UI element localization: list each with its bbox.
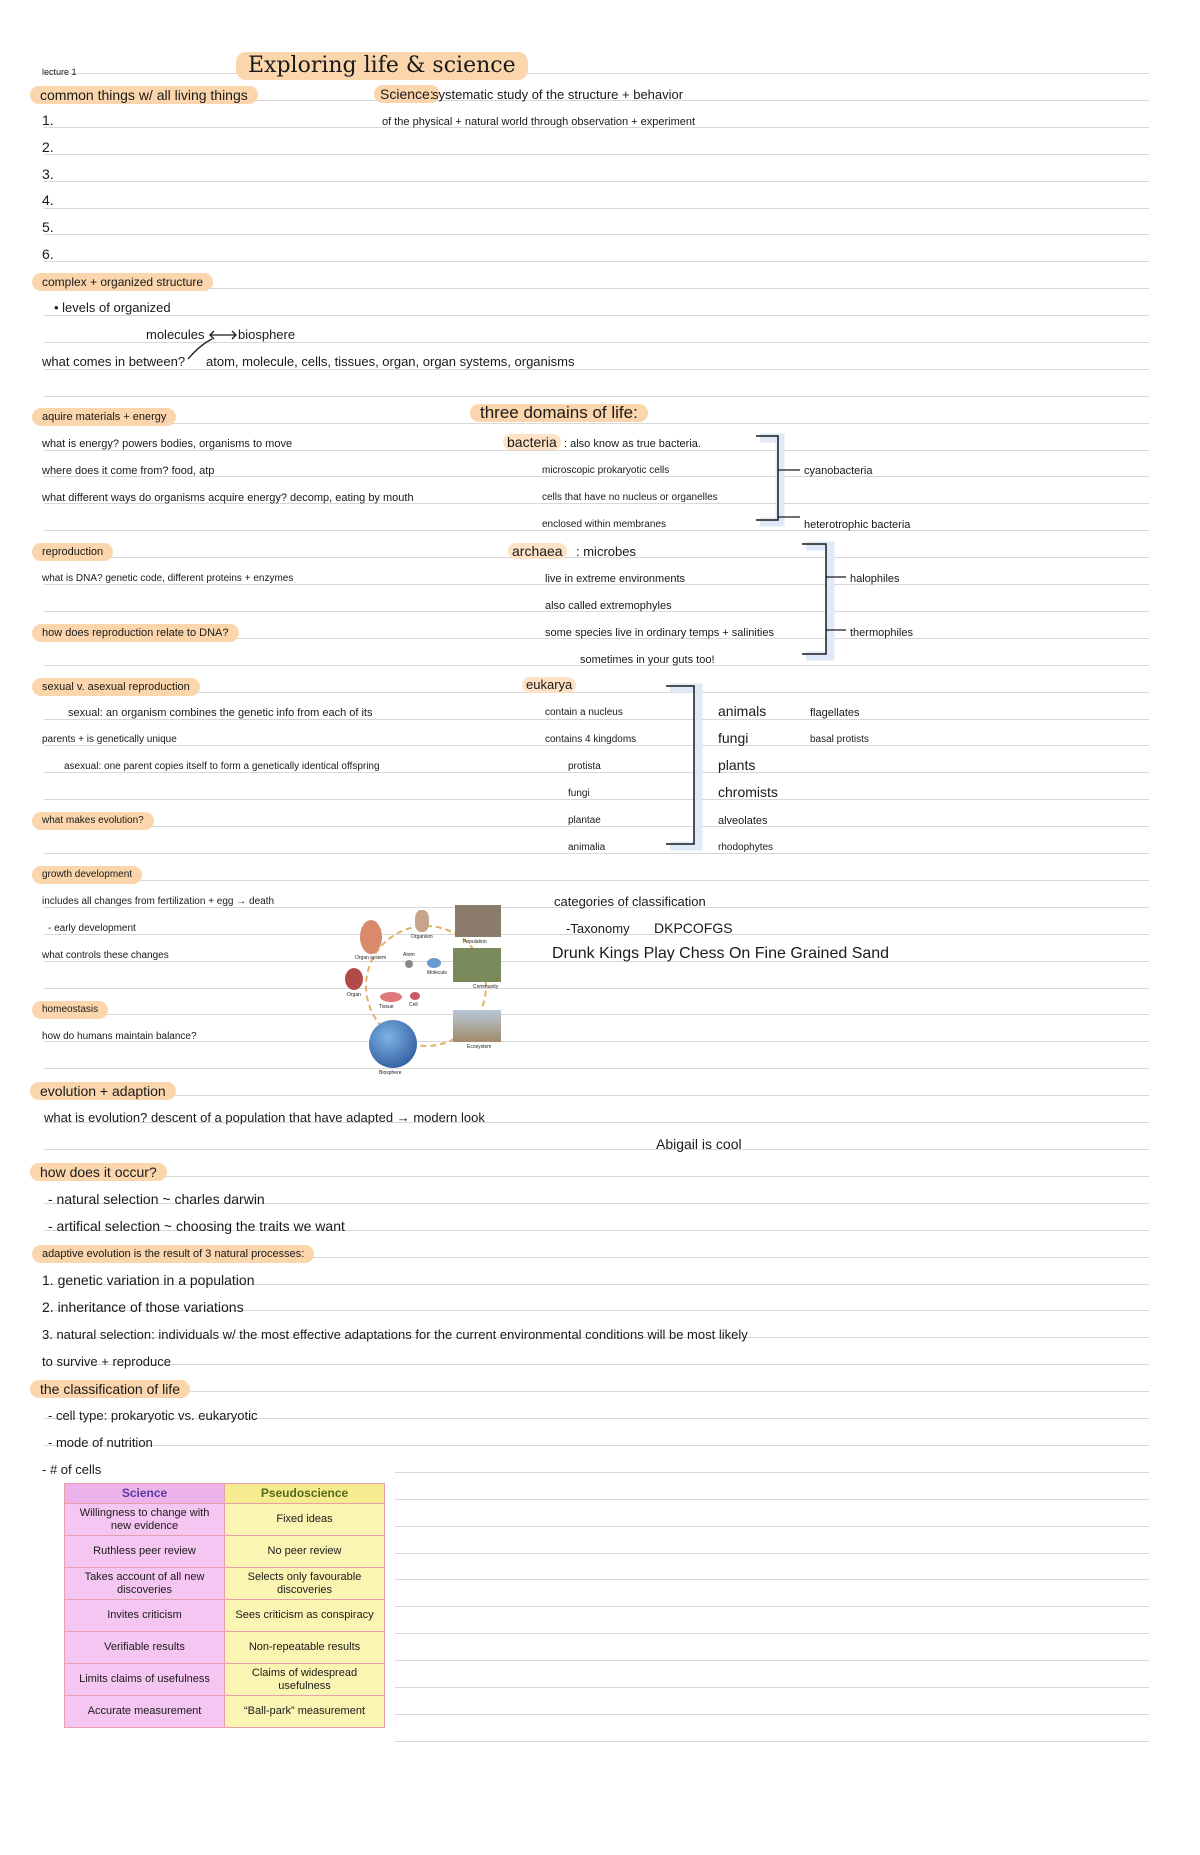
process-item: 2. inheritance of those variations [42,1299,244,1315]
evolution-question: what makes evolution? [32,812,154,830]
eukarya-subgroup: basal protists [810,734,869,745]
science-cell: Takes account of all new discoveries [65,1568,225,1600]
heading-classification-categories: categories of classification [554,894,706,909]
list-item: 5. [42,219,54,235]
diagram-label: Tissue [379,1004,394,1010]
heading-classification-of-life: the classification of life [30,1380,190,1398]
table-header-science: Science [65,1484,225,1504]
science-definition-line-1: systematic study of the structure + behavior [432,87,684,102]
eukarya-group: rhodophytes [718,842,774,853]
bacteria-subtitle: : also know as true bacteria. [564,438,701,450]
eukarya-group: chromists [718,784,778,800]
heading-growth: growth development [32,866,142,884]
eukarya-point: contains 4 kingdoms [545,734,637,745]
pseudoscience-cell: “Ball-park” measurement [225,1696,385,1728]
list-item: 1. [42,112,54,128]
diagram-label: Organ system [355,955,387,961]
science-cell: Accurate measurement [65,1696,225,1728]
bacteria-point: microscopic prokaryotic cells [542,465,670,476]
archaea-point: sometimes in your guts too! [580,654,715,666]
eukarya-kingdom: animalia [568,842,606,853]
diagram-label: Organ [347,992,361,998]
classification-item: - cell type: prokaryotic vs. eukaryotic [48,1408,258,1423]
between-answer: atom, molecule, cells, tissues, organ, organ systems, organisms [206,354,575,369]
heading-adaptive-evolution: adaptive evolution is the result of 3 natural processes: [32,1245,314,1263]
pseudoscience-cell: Sees criticism as conspiracy [225,1600,385,1632]
diagram-label: Organism [411,934,433,940]
eukarya-kingdom: protista [568,761,601,772]
energy-line: what different ways do organisms acquire energy? decomp, eating by mouth [42,492,414,504]
eukarya-title: eukarya [522,677,576,693]
eukarya-group: plants [718,757,756,773]
heading-how-it-occurs: how does it occur? [30,1163,167,1181]
double-arrow-icon [188,331,236,359]
energy-line: what is energy? powers bodies, organisms to move [42,438,293,450]
bacteria-type: cyanobacteria [804,465,873,477]
diagram-label: Atom [403,952,415,958]
pseudoscience-cell: No peer review [225,1536,385,1568]
process-item: 1. genetic variation in a population [42,1272,255,1288]
eukarya-group: fungi [718,730,749,746]
list-item: 2. [42,139,54,155]
eukarya-kingdom: fungi [568,788,590,799]
table-header-pseudoscience: Pseudoscience [225,1484,385,1504]
list-item: 3. [42,166,54,182]
evolution-definition: what is evolution? descent of a population that have adapted → modern look [44,1110,485,1125]
eukarya-kingdom: plantae [568,815,601,826]
classification-item: - # of cells [42,1462,102,1477]
archaea-type: thermophiles [850,627,913,639]
taxonomy-mnemonic: Drunk Kings Play Chess On Fine Grained Sand [552,945,890,962]
growth-line: what controls these changes [42,950,169,961]
sexual-line: parents + is genetically unique [42,734,177,745]
asexual-line: asexual: one parent copies itself to form a genetically identical offspring [64,761,380,772]
lecture-label: lecture 1 [42,67,77,77]
process-item: to survive + reproduce [42,1354,171,1369]
pseudoscience-cell: Non-repeatable results [225,1632,385,1664]
science-cell: Ruthless peer review [65,1536,225,1568]
reproduction-question: how does reproduction relate to DNA? [32,624,239,642]
sexual-line: sexual: an organism combines the genetic info from each of its [68,707,373,719]
eukarya-point: contain a nucleus [545,707,623,718]
bacteria-bracket [756,436,800,522]
side-note: Abigail is cool [656,1136,742,1152]
science-definition-line-2: of the physical + natural world through observation + experiment [382,116,696,128]
heading-three-domains: three domains of life: [470,404,648,422]
eukarya-group: animals [718,703,767,719]
science-label: Science: [374,85,440,103]
heading-common-things: common things w/ all living things [30,86,258,104]
pseudoscience-cell: Claims of widespread usefulness [225,1664,385,1696]
energy-line: where does it come from? food, atp [42,465,215,477]
bacteria-title: bacteria [503,434,561,450]
heading-homeostasis: homeostasis [32,1001,108,1019]
reproduction-line: what is DNA? genetic code, different proteins + enzymes [42,573,294,584]
archaea-point: also called extremophyles [545,600,672,612]
molecules-label: molecules [146,327,205,342]
diagram-label: Population [463,939,487,945]
eukarya-bracket [666,686,698,846]
page-title: Exploring life & science [236,52,528,80]
process-item: 3. natural selection: individuals w/ the most effective adaptations for the current environmental conditions will be most likely [42,1327,748,1342]
how-item: - artifical selection ~ choosing the traits we want [48,1218,345,1234]
bacteria-point: enclosed within membranes [542,519,666,530]
archaea-title: archaea [508,543,567,559]
growth-line: includes all changes from fertilization + egg → death [42,896,275,907]
eukarya-subgroup: flagellates [810,707,860,719]
archaea-type: halophiles [850,573,900,585]
diagram-label: Ecosystem [467,1044,492,1050]
science-cell: Limits claims of usefulness [65,1664,225,1696]
archaea-point: some species live in ordinary temps + salinities [545,627,774,639]
heading-evolution: evolution + adaption [30,1082,176,1100]
science-cell: Willingness to change with new evidence [65,1504,225,1536]
eukarya-group: alveolates [718,815,768,827]
how-item: - natural selection ~ charles darwin [48,1191,265,1207]
pseudoscience-cell: Selects only favourable discoveries [225,1568,385,1600]
levels-note: • levels of organized [54,300,171,315]
heading-structure: complex + organized structure [32,273,213,291]
science-cell: Invites criticism [65,1600,225,1632]
taxonomy-acronym: DKPCOFGS [654,920,733,936]
list-item: 6. [42,246,54,262]
taxonomy-label: -Taxonomy [566,921,630,936]
bacteria-type: heterotrophic bacteria [804,519,911,531]
classification-item: - mode of nutrition [48,1435,153,1450]
archaea-bracket [802,544,846,656]
diagram-label: Community [473,984,499,990]
diagram-label: Biosphere [379,1070,402,1076]
pseudoscience-cell: Fixed ideas [225,1504,385,1536]
archaea-point: live in extreme environments [545,573,686,585]
biosphere-label: biosphere [238,327,296,342]
heading-energy: aquire materials + energy [32,408,176,426]
growth-line: - early development [48,923,136,934]
diagram-label: Molecule [427,970,448,976]
bacteria-point: cells that have no nucleus or organelles [542,492,718,503]
heading-sexual-asexual: sexual v. asexual reproduction [32,678,200,696]
list-item: 4. [42,192,54,208]
between-question: what comes in between? [42,354,186,369]
homeostasis-line: how do humans maintain balance? [42,1031,197,1042]
diagram-label: Cell [409,1002,418,1008]
science-cell: Verifiable results [65,1632,225,1664]
heading-reproduction: reproduction [32,543,113,561]
archaea-subtitle: : microbes [576,544,636,559]
